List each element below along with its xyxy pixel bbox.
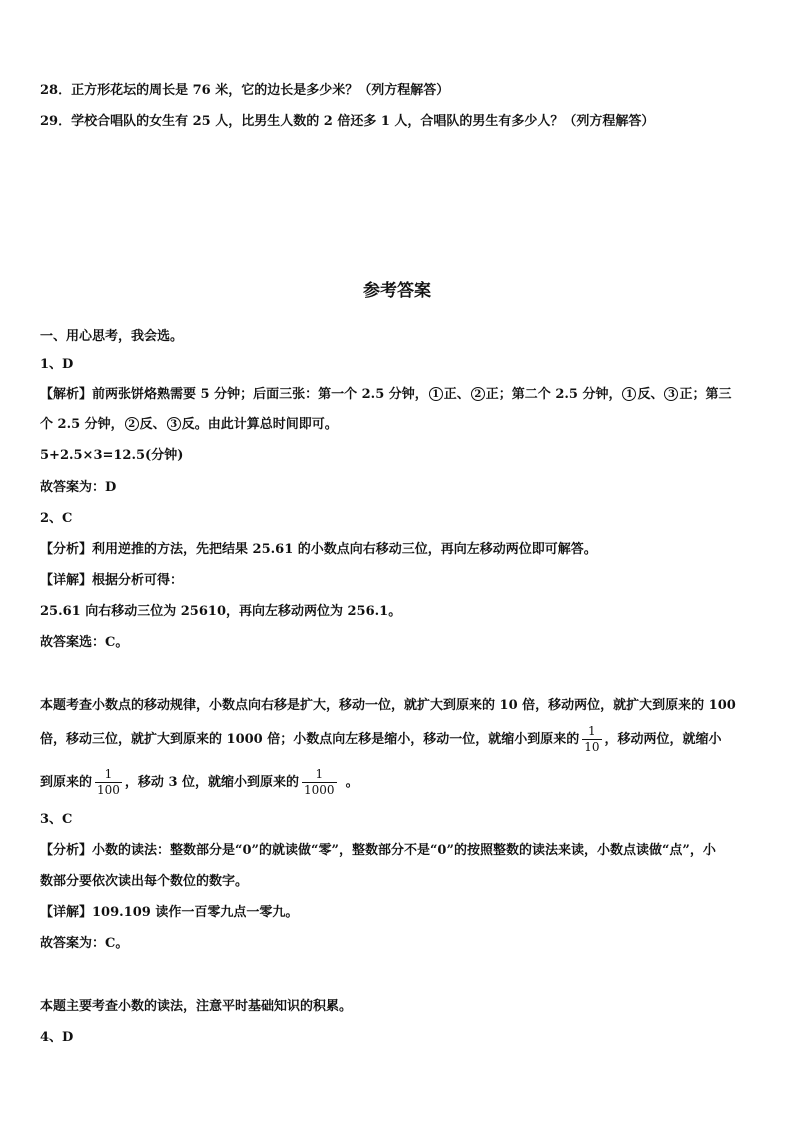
- circled-number: 1: [429, 387, 443, 401]
- section-heading: 一、用心思考，我会选。: [40, 329, 184, 344]
- answer-3-result: 故答案为：C。: [40, 936, 129, 951]
- circled-number: 1: [622, 387, 636, 401]
- answer-2-analysis: 【分析】利用逆推的方法，先把结果 25.61 的小数点向右移动三位，再向左移动两位即可解答。: [40, 542, 597, 557]
- answers-title: 参考答案: [363, 281, 431, 301]
- circled-number: 3: [664, 387, 678, 401]
- answer-2-note-line-3: 到原来的 $\frac{1}{100}$ ，移动 3 位，就缩小到原来的 $\frac{1}{1000}$ 。: [40, 767, 359, 797]
- answer-3-note: 本题主要考查小数的读法，注意平时基础知识的积累。: [40, 999, 353, 1014]
- answer-1-explanation-line-1: 【解析】前两张饼烙熟需要 5 分钟；后面三张：第一个 2.5 分钟， 1 正、 2 正；第二个 2.5 分钟， 1 反、 3 正；第三: [40, 387, 732, 402]
- answer-1-formula: 5+2.5×3=12.5(分钟): [40, 448, 184, 463]
- answer-1-result: 故答案为：D: [40, 480, 117, 495]
- answer-1-head: 1、D: [40, 357, 74, 372]
- answer-2-note-line-2: 倍，移动三位，就扩大到原来的 1000 倍；小数点向左移是缩小，移动一位，就缩小到原来的 $\frac{1}{10}$ ，移动两位，就缩小: [40, 724, 722, 754]
- answer-2-head: 2、C: [40, 511, 73, 526]
- answer-4-head: 4、D: [40, 1030, 74, 1045]
- fraction-one-thousandth: $\frac{1}{1000}$: [304, 767, 335, 797]
- answer-3-analysis-line-2: 数部分要依次读出每个数位的数字。: [40, 874, 249, 889]
- circled-number: 2: [125, 417, 139, 431]
- fraction-one-tenth: $\frac{1}{10}$: [584, 724, 600, 754]
- circled-number: 3: [167, 417, 181, 431]
- question-28: 28．正方形花坛的周长是 76 米，它的边长是多少米？（列方程解答）: [40, 83, 450, 98]
- question-29: 29．学校合唱队的女生有 25 人，比男生人数的 2 倍还多 1 人，合唱队的男生有多少人？（列方程解答）: [40, 114, 655, 129]
- answer-2-detail: 【详解】根据分析可得：: [40, 573, 184, 588]
- answer-2-note-line-1: 本题考查小数点的移动规律，小数点向右移是扩大，移动一位，就扩大到原来的 10 倍，移动两位，就扩大到原来的 100: [40, 698, 736, 713]
- answer-3-detail: 【详解】109.109 读作一百零九点一零九。: [40, 905, 299, 920]
- answer-1-explanation-line-2: 个 2.5 分钟， 2 反、 3 反。由此计算总时间即可。: [40, 417, 338, 432]
- fraction-one-hundredth: $\frac{1}{100}$: [97, 767, 120, 797]
- answer-2-calc: 25.61 向右移动三位为 25610，再向左移动两位为 256.1。: [40, 604, 402, 619]
- answer-3-head: 3、C: [40, 812, 73, 827]
- answer-3-analysis-line-1: 【分析】小数的读法：整数部分是“0”的就读做“零”，整数部分不是“0”的按照整数的读法来读，小数点读做“点”，小: [40, 843, 716, 858]
- circled-number: 2: [471, 387, 485, 401]
- answer-2-result: 故答案选：C。: [40, 635, 129, 650]
